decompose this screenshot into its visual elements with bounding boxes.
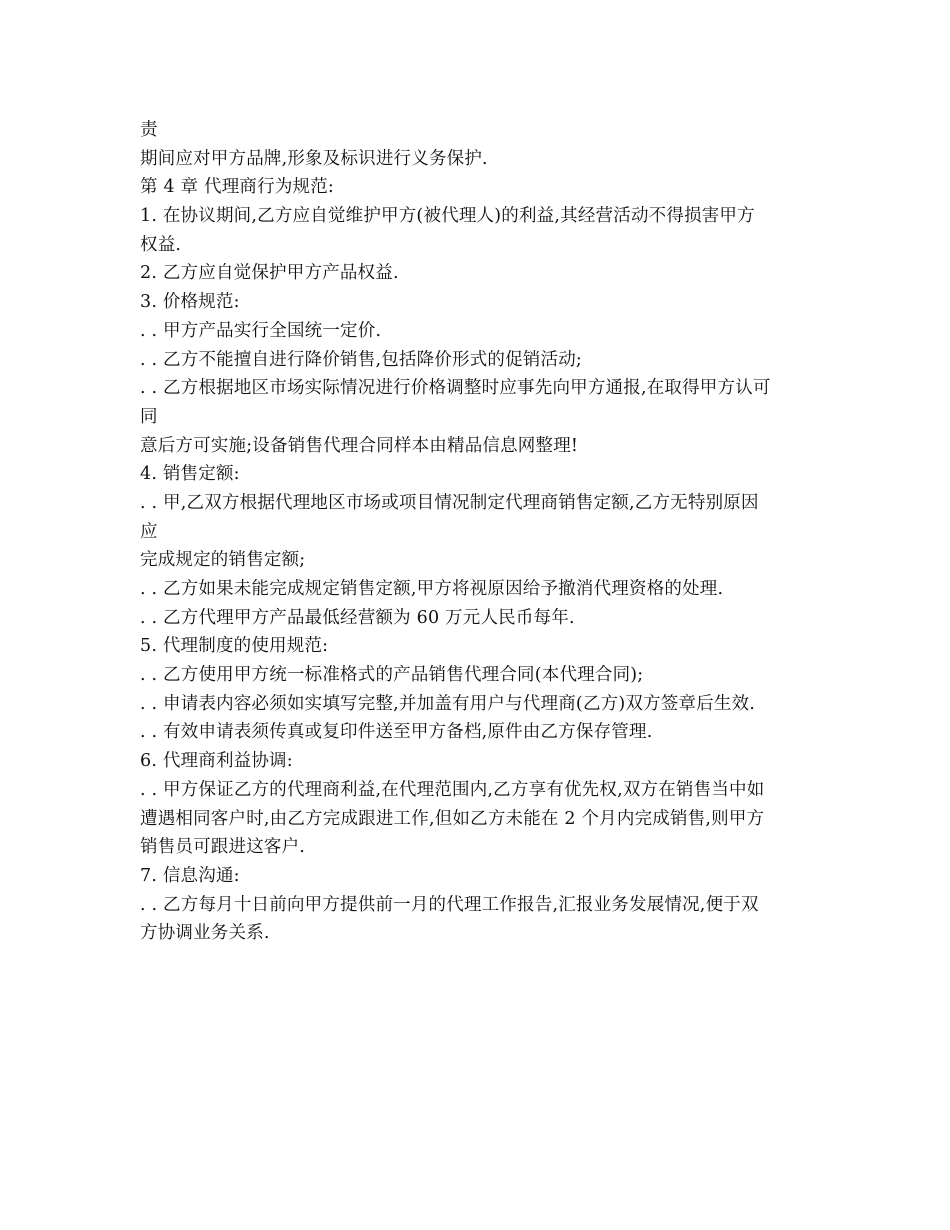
text-line: 遭遇相同客户时,由乙方完成跟进工作,但如乙方未能在 2 个月内完成销售,则甲方 bbox=[140, 808, 765, 829]
document-body bbox=[140, 116, 840, 948]
text-line: . . 有效申请表须传真或复印件送至甲方备档,原件由乙方保存管理. bbox=[140, 722, 653, 743]
text-line: 期间应对甲方品牌,形象及标识进行义务保护. bbox=[140, 148, 488, 169]
text-line: 同 bbox=[140, 406, 158, 427]
text-line: . . 乙方代理甲方产品最低经营额为 60 万元人民币每年. bbox=[140, 607, 575, 628]
chapter-heading: 第 4 章 代理商行为规范: bbox=[140, 177, 335, 198]
text-line: 方协调业务关系. bbox=[140, 923, 270, 944]
text-line: . . 乙方不能擅自进行降价销售,包括降价形式的促销活动; bbox=[140, 349, 583, 370]
text-line: 完成规定的销售定额; bbox=[140, 550, 306, 571]
text-line: 1. 在协议期间,乙方应自觉维护甲方(被代理人)的利益,其经营活动不得损害甲方 bbox=[140, 206, 755, 227]
text-line: . . 申请表内容必须如实填写完整,并加盖有用户与代理商(乙方)双方签章后生效. bbox=[140, 693, 756, 714]
section-heading: 4. 销售定额: bbox=[140, 464, 240, 485]
section-heading: 7. 信息沟通: bbox=[140, 865, 240, 886]
text-line: . . 乙方根据地区市场实际情况进行价格调整时应事先向甲方通报,在取得甲方认可 bbox=[140, 378, 771, 399]
text-line: 应 bbox=[140, 521, 158, 542]
text-line: 责 bbox=[140, 120, 158, 140]
text-line: 意后方可实施;设备销售代理合同样本由精品信息网整理! bbox=[140, 435, 579, 456]
text-line: . . 甲方产品实行全国统一定价. bbox=[140, 320, 382, 341]
section-heading: 6. 代理商利益协调: bbox=[140, 751, 293, 772]
section-heading: 5. 代理制度的使用规范: bbox=[140, 636, 329, 657]
text-line: . . 乙方每月十日前向甲方提供前一月的代理工作报告,汇报业务发展情况,便于双 bbox=[140, 894, 759, 915]
text-line: . . 甲方保证乙方的代理商利益,在代理范围内,乙方享有优先权,双方在销售当中如 bbox=[140, 779, 765, 800]
text-line: 销售员可跟进这客户. bbox=[140, 837, 306, 858]
text-line: . . 乙方使用甲方统一标准格式的产品销售代理合同(本代理合同); bbox=[140, 665, 644, 686]
section-heading: 3. 价格规范: bbox=[140, 292, 240, 313]
text-line: . . 乙方如果未能完成规定销售定额,甲方将视原因给予撤消代理资格的处理. bbox=[140, 579, 724, 599]
text-line: 2. 乙方应自觉保护甲方产品权益. bbox=[140, 263, 399, 284]
text-line: 权益. bbox=[140, 234, 182, 255]
text-line: . . 甲,乙双方根据代理地区市场或项目情况制定代理商销售定额,乙方无特别原因 bbox=[140, 492, 759, 513]
